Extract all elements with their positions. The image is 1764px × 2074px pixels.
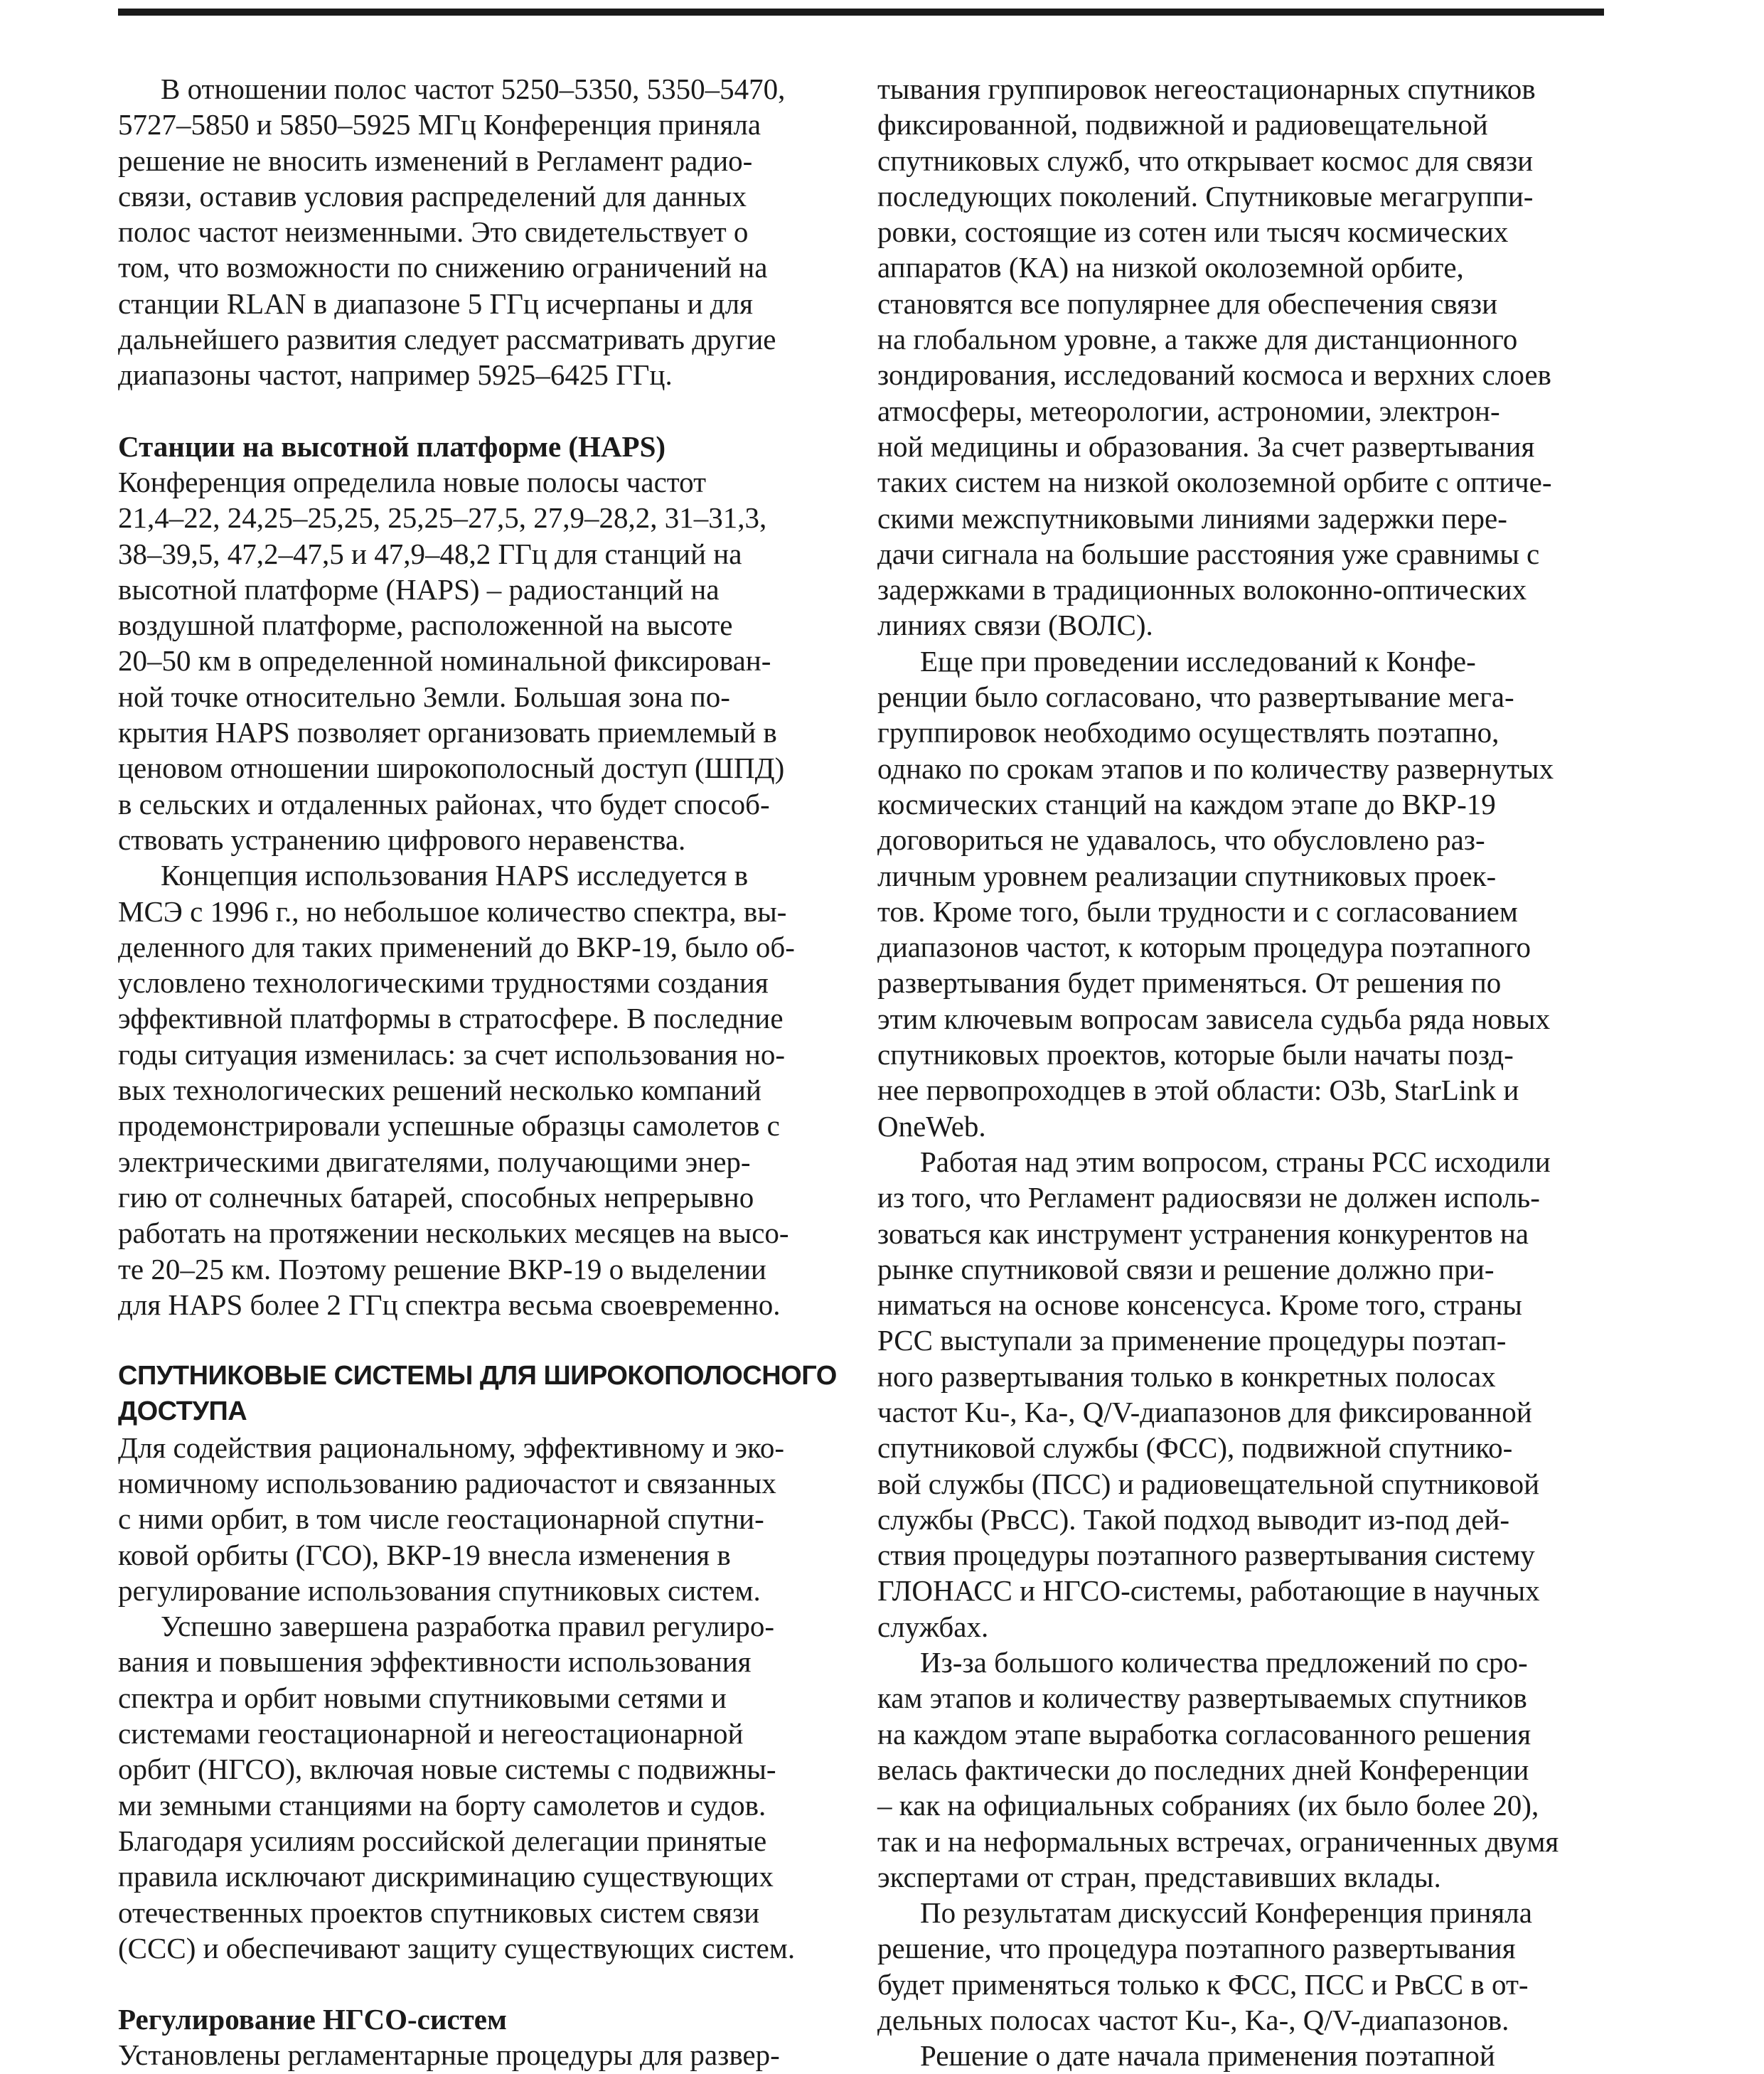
text-line: линиях связи (ВОЛС).	[877, 609, 1153, 642]
text-line: продемонстрировали успешные образцы самолетов с	[118, 1109, 780, 1143]
text-line: орбит (НГСО), включая новые системы с подвижны-	[118, 1753, 776, 1786]
right-column	[877, 71, 1606, 2074]
text-line: зоваться как инструмент устранения конкурентов на	[877, 1217, 1529, 1250]
text-line: становятся все популярнее для обеспечения связи	[877, 287, 1498, 320]
text-line: связи, оставив условия распределений для данных	[118, 179, 747, 213]
text-line: нее первопроходцев в этой области: O3b, StarLink и	[877, 1074, 1519, 1107]
text-line: станции RLAN в диапазоне 5 ГГц исчерпаны и для	[118, 287, 753, 320]
text-line: группировок необходимо осуществлять поэтапно,	[877, 716, 1500, 749]
text-line: МСЭ с 1996 г., но небольшое количество спектра, вы-	[118, 894, 787, 928]
text-line: ренции было согласовано, что развертывание мега-	[877, 680, 1514, 714]
text-line: из того, что Регламент радиосвязи не должен исполь-	[877, 1181, 1540, 1214]
paragraph	[118, 1430, 843, 1608]
text-line: Работая над этим вопросом, страны РСС исходили	[920, 1145, 1551, 1178]
paragraph	[877, 1645, 1606, 1895]
text-line: последующих поколений. Спутниковые мегагруппи-	[877, 179, 1534, 213]
text-line: ровки, состоящие из сотен или тысяч космических	[877, 215, 1509, 249]
text-line: Для содействия рациональному, эффективному и эко-	[118, 1431, 784, 1464]
text-line: ковой орбиты (ГСО), ВКР-19 внесла изменения в	[118, 1538, 731, 1571]
text-line: спектра и орбит новыми спутниковыми сетями и	[118, 1681, 727, 1714]
paragraph	[877, 71, 1606, 643]
text-line: Благодаря усилиям российской делегации принятые	[118, 1824, 767, 1857]
text-line: высотной платформе (HAPS) – радиостанций на	[118, 572, 720, 606]
text-line: (ССС) и обеспечивают защиту существующих систем.	[118, 1931, 796, 1965]
text-line: те 20–25 км. Поэтому решение ВКР-19 о выделении	[118, 1252, 766, 1285]
text-line: зондирования, исследований космоса и верхних слоев	[877, 358, 1551, 392]
left-column	[118, 71, 843, 2073]
text-line: скими межспутниковыми линиями задержки пере-	[877, 501, 1507, 535]
paragraph	[877, 643, 1606, 1144]
text-line: на глобальном уровне, а также для дистанционного	[877, 323, 1518, 356]
text-line: спутниковых проектов, которые были начаты позд-	[877, 1038, 1514, 1071]
text-line: По результатам дискуссий Конференция приняла	[920, 1896, 1532, 1930]
text-line: развертывания будет применяться. От решения по	[877, 966, 1502, 1000]
text-line: ной медицины и образования. За счет развертывания	[877, 429, 1535, 463]
text-line: на каждом этапе выработка согласованного решения	[877, 1717, 1532, 1750]
text-line: Из-за большого количества предложений по сро-	[920, 1646, 1528, 1679]
text-line: велась фактически до последних дней Конференции	[877, 1753, 1529, 1786]
text-line: вой службы (ПСС) и радиовещательной спутниковой	[877, 1467, 1540, 1500]
text-line: OneWeb.	[877, 1109, 986, 1143]
text-line: так и на неформальных встречах, ограниченных двумя	[877, 1824, 1559, 1858]
text-line: ствия процедуры поэтапного развертывания систему	[877, 1539, 1535, 1572]
text-line: тывания группировок негеостационарных спутников	[877, 73, 1536, 105]
text-line: решение не вносить изменений в Регламент радио-	[118, 144, 753, 177]
paragraph	[118, 857, 843, 1322]
paragraph	[877, 1895, 1606, 2038]
text-line: ствовать устранению цифрового неравенства.	[118, 823, 686, 856]
paragraph	[118, 1608, 843, 1966]
text-line: дачи сигнала на большие расстояния уже сравнимы с	[877, 537, 1540, 570]
text-line: номичному использованию радиочастот и связанных	[118, 1466, 776, 1500]
text-line: воздушной платформе, расположенной на высоте	[118, 609, 733, 642]
section-heading-ngso: Регулирование НГСО-систем	[118, 2003, 507, 2036]
text-line: спутниковой службы (ФСС), подвижной спутнико-	[877, 1431, 1513, 1465]
text-line: атмосферы, метеорологии, астрономии, электрон-	[877, 394, 1500, 427]
text-line: системами геостационарной и негеостационарной	[118, 1717, 744, 1750]
text-line: таких систем на низкой околоземной орбите с оптиче-	[877, 466, 1552, 499]
text-line: Конференция определила новые полосы частот	[118, 465, 707, 498]
text-line: службах.	[877, 1610, 989, 1643]
text-line: дальнейшего развития следует рассматривать другие	[118, 323, 776, 356]
text-line: крытия HAPS позволяет организовать приемлемый в	[118, 716, 777, 749]
text-line: диапазонов частот, к которым процедура поэтапного	[877, 931, 1532, 964]
text-line: экспертами от стран, представивших вклады.	[877, 1860, 1441, 1893]
text-line: рынке спутниковой связи и решение должно при-	[877, 1252, 1495, 1285]
paragraph	[118, 71, 843, 393]
top-rule	[118, 9, 1604, 16]
text-line: ной точке относительно Земли. Большая зона по-	[118, 680, 730, 713]
heading-line: ДОСТУПА	[118, 1396, 247, 1427]
text-line: 5727–5850 и 5850–5925 МГц Конференция приняла	[118, 108, 761, 141]
text-line: деленного для таких применений до ВКР-19, было об-	[118, 930, 795, 963]
text-line: спутниковых служб, что открывает космос для связи	[877, 144, 1534, 177]
text-line: РСС выступали за применение процедуры поэтап-	[877, 1324, 1507, 1357]
text-line: правила исключают дискриминацию существующих	[118, 1860, 774, 1893]
text-line: фиксированной, подвижной и радиовещательной	[877, 108, 1488, 141]
text-line: отечественных проектов спутниковых систем связи	[118, 1896, 760, 1929]
text-line: частот Ku-, Ka-, Q/V-диапазонов для фиксированной	[877, 1395, 1532, 1428]
text-line: том, что возможности по снижению ограничений на	[118, 251, 768, 284]
text-line: 21,4–22, 24,25–25,25, 25,25–27,5, 27,9–28,2, 31–31,3,	[118, 501, 767, 535]
text-line: в сельских и отдаленных районах, что будет способ-	[118, 787, 770, 820]
text-line: задержками в традиционных волоконно-оптических	[877, 573, 1527, 606]
text-line: вых технологических решений несколько компаний	[118, 1074, 761, 1107]
text-line: Концепция использования HAPS исследуется в	[161, 859, 749, 892]
text-line: условлено технологическими трудностями создания	[118, 966, 769, 1000]
text-line: полос частот неизменными. Это свидетельствует о	[118, 215, 749, 249]
text-line: личным уровнем реализации спутниковых проек-	[877, 859, 1497, 892]
text-line: тов. Кроме того, были трудности и с согласованием	[877, 894, 1518, 928]
text-line: гию от солнечных батарей, способных непрерывно	[118, 1180, 754, 1214]
text-line: ми земными станциями на борту самолетов и судов.	[118, 1788, 766, 1822]
text-line: договориться не удавалось, что обусловлено раз-	[877, 823, 1485, 857]
paragraph	[118, 464, 843, 857]
text-line: диапазоны частот, например 5925–6425 ГГц.	[118, 358, 673, 392]
text-line: с ними орбит, в том числе геостационарной спутни-	[118, 1502, 764, 1536]
text-line: регулирование использования спутниковых систем.	[118, 1573, 761, 1607]
section-heading-satellite	[118, 1358, 843, 1430]
section-heading-haps: Станции на высотной платформе (HAPS)	[118, 429, 666, 463]
paragraph	[877, 2038, 1606, 2073]
text-line: В отношении полос частот 5250–5350, 5350–5470,	[161, 73, 786, 105]
text-line: – как на официальных собраниях (их было более 20),	[877, 1789, 1539, 1822]
text-line: 20–50 км в определенной номинальной фиксирован-	[118, 644, 771, 678]
text-line: электрическими двигателями, получающими энер-	[118, 1145, 751, 1178]
text-line: службы (РвСС). Такой подход выводит из-под дей-	[877, 1502, 1510, 1536]
text-line: Решение о дате начала применения поэтапной	[920, 2039, 1495, 2073]
text-line: будет применяться только к ФСС, ПСС и РвСС в от-	[877, 1967, 1529, 2001]
text-line: аппаратов (КА) на низкой околоземной орбите,	[877, 251, 1464, 284]
text-line: космических станций на каждом этапе до ВКР-19	[877, 787, 1496, 820]
text-line: 38–39,5, 47,2–47,5 и 47,9–48,2 ГГц для станций на	[118, 537, 742, 570]
text-line: Установлены регламентарные процедуры для развер-	[118, 2038, 780, 2072]
text-line: ценовом отношении широкополосный доступ (ШПД)	[118, 752, 785, 785]
text-line: для HAPS более 2 ГГц спектра весьма своевременно.	[118, 1288, 781, 1321]
text-line: вания и повышения эффективности использования	[118, 1645, 752, 1679]
text-line: эффективной платформы в стратосфере. В последние	[118, 1002, 784, 1035]
text-line: дельных полосах частот Ku-, Ka-, Q/V-диапазонов.	[877, 2004, 1509, 2037]
text-line: ГЛОНАСС и НГСО-системы, работающие в научных	[877, 1574, 1540, 1608]
paragraph	[877, 1144, 1606, 1645]
paragraph	[118, 2037, 843, 2073]
heading-line: СПУТНИКОВЫЕ СИСТЕМЫ ДЛЯ ШИРОКОПОЛОСНОГО	[118, 1361, 837, 1391]
text-line: этим ключевым вопросам зависела судьба ряда новых	[877, 1002, 1551, 1035]
text-line: ного развертывания только в конкретных полосах	[877, 1359, 1496, 1393]
text-line: ниматься на основе консенсуса. Кроме того, страны	[877, 1288, 1522, 1322]
text-line: кам этапов и количеству развертываемых спутников	[877, 1682, 1527, 1715]
text-line: Успешно завершена разработка правил регулиро-	[161, 1610, 775, 1643]
text-line: однако по срокам этапов и по количеству развернутых	[877, 752, 1554, 785]
text-line: работать на протяжении нескольких месяцев на высо-	[118, 1217, 789, 1250]
text-line: Еще при проведении исследований к Конфе-	[920, 644, 1476, 678]
text-line: годы ситуация изменилась: за счет использования но-	[118, 1037, 785, 1071]
text-line: решение, что процедура поэтапного развертывания	[877, 1932, 1516, 1965]
